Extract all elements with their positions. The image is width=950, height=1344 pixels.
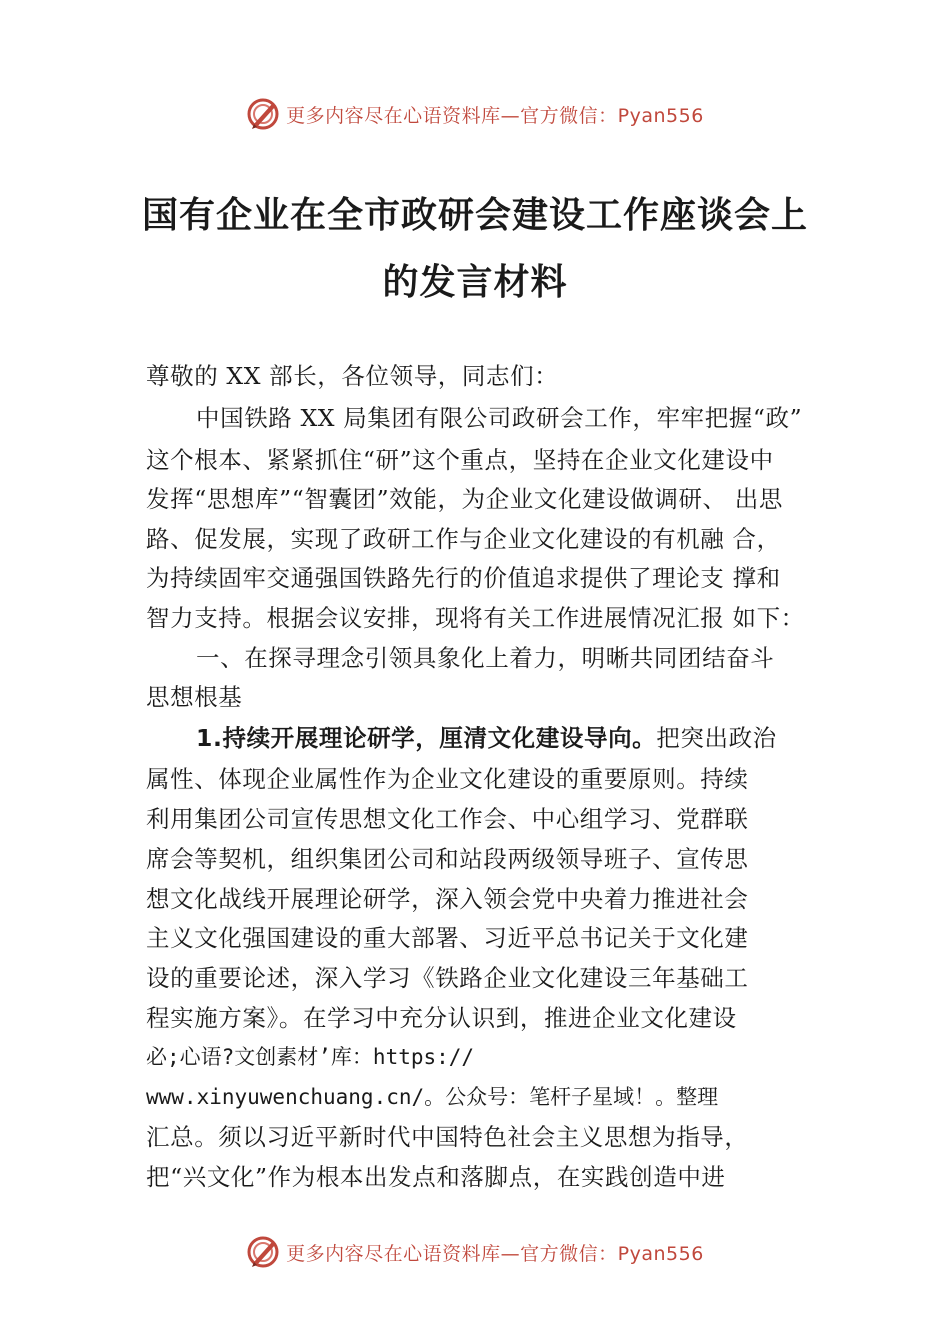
wechat-id: Pyan556	[617, 1242, 704, 1265]
document-title-line-2: 的发言材料	[382, 261, 568, 303]
document-title-line-1: 国有企业在全市政研会建设工作座谈会上	[141, 194, 808, 236]
body-line: 利用集团公司宣传思想文化工作会、中心组学习、党群联	[146, 805, 749, 833]
watermark-text: 更多内容尽在心语资料库—官方微信：Pyan556	[286, 1242, 704, 1265]
pen-logo-icon	[246, 1235, 280, 1269]
watermark-banner-bottom	[0, 1232, 950, 1272]
body-line: 汇总。须以习近平新时代中国特色社会主义思想为指导，	[146, 1123, 749, 1151]
body-line: 中国铁路 XX 局集团有限公司政研会工作，牢牢把握“政”	[196, 404, 803, 432]
body-line: 这个根本、紧紧抓住“研”这个重点，坚持在企业文化建设中	[146, 446, 774, 474]
body-line: 路、促发展，实现了政研工作与企业文化建设的有机融 合，	[146, 525, 781, 553]
pen-logo-icon	[246, 97, 280, 131]
body-line: 必;心语?文创素材’库：https://	[146, 1045, 475, 1069]
section-heading: 一、在探寻理念引领具象化上着力，明晰共同团结奋斗	[196, 644, 775, 672]
body-line: 席会等契机，组织集团公司和站段两级领导班子、宣传思	[146, 845, 749, 873]
subsection-heading-tail: 把突出政治	[656, 724, 777, 752]
body-line: 主义文化强国建设的重大部署、习近平总书记关于文化建	[146, 924, 749, 952]
watermark-text: 更多内容尽在心语资料库—官方微信：Pyan556	[286, 104, 704, 127]
body-line: 程实施方案》。在学习中充分认识到，推进企业文化建设	[146, 1004, 737, 1032]
body-line: 属性、体现企业属性作为企业文化建设的重要原则。持续	[146, 765, 749, 793]
body-line: 想文化战线开展理论研学，深入领会党中央着力推进社会	[146, 885, 749, 913]
body-line: 智力支持。根据会议安排，现将有关工作进展情况汇报 如下：	[146, 604, 805, 632]
subsection-line	[196, 718, 777, 758]
body-line: www.xinyuwenchuang.cn/。公众号：笔杆子星域！。整理	[146, 1085, 719, 1109]
wechat-id: Pyan556	[617, 104, 704, 127]
body-line: 把“兴文化”作为根本出发点和落脚点，在实践创造中进	[146, 1163, 726, 1191]
subsection-heading: 1.持续开展理论研学，厘清文化建设导向。	[196, 724, 657, 752]
salutation: 尊敬的 XX 部长，各位领导，同志们：	[146, 362, 559, 390]
section-heading: 思想根基	[146, 683, 243, 711]
body-line: 发挥“思想库”“智囊团”效能，为企业文化建设做调研、 出思	[146, 485, 783, 513]
watermark-banner-top	[0, 94, 950, 134]
body-line: 设的重要论述，深入学习《铁路企业文化建设三年基础工	[146, 964, 749, 992]
body-line: 为持续固牢交通强国铁路先行的价值追求提供了理论支 撑和	[146, 564, 781, 592]
